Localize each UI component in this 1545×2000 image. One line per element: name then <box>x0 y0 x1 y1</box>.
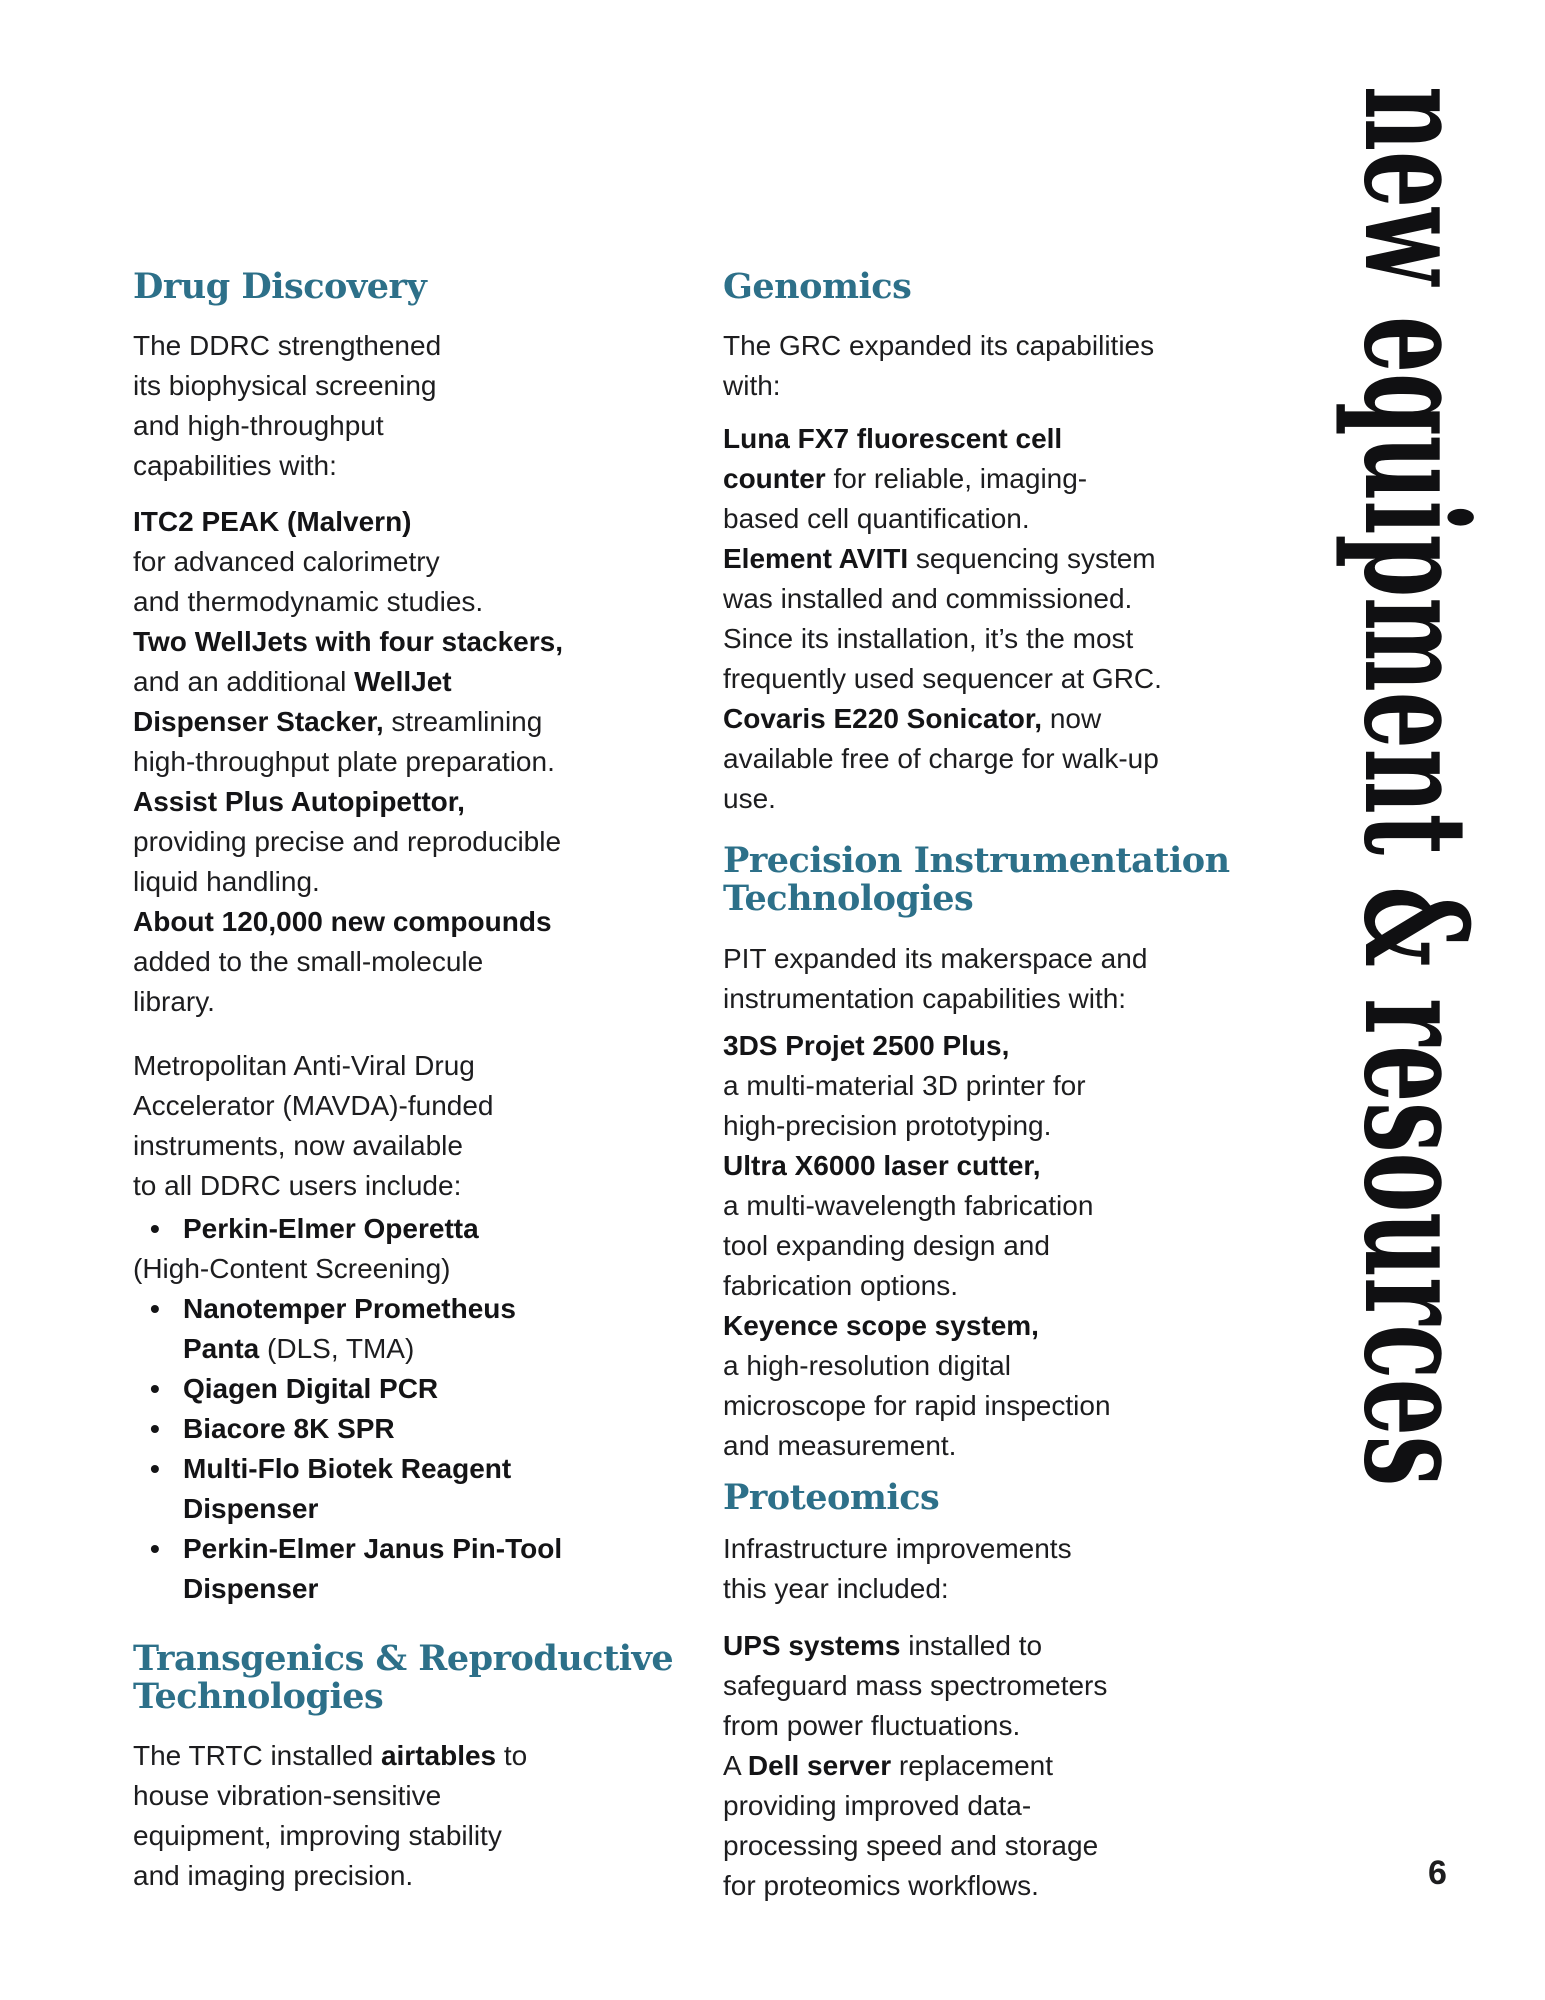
text-line <box>133 862 613 902</box>
bullet-icon: • <box>150 1293 160 1324</box>
body-text: Accelerator (MAVDA)-funded <box>133 1090 494 1121</box>
text-line <box>723 1026 1203 1066</box>
body-text: from power fluctuations. <box>723 1710 1021 1741</box>
text-line <box>723 419 1203 459</box>
text-line <box>723 1866 1203 1906</box>
section-heading-line: Technologies <box>723 878 974 919</box>
bold-text: Nanotemper Prometheus <box>183 1293 516 1324</box>
body-text: use. <box>723 783 776 814</box>
text-line <box>723 1529 1203 1569</box>
body-text: this year included: <box>723 1573 949 1604</box>
bold-text: Panta <box>183 1333 260 1364</box>
text-line <box>723 539 1203 579</box>
bold-text: Element AVITI <box>723 543 909 574</box>
text-line <box>133 1736 613 1776</box>
body-text: available free of charge for walk-up <box>723 743 1159 774</box>
bold-text: 3DS Projet 2500 Plus, <box>723 1030 1010 1061</box>
text-line <box>723 1346 1203 1386</box>
text-line <box>723 1106 1203 1146</box>
bold-text: Perkin-Elmer Operetta <box>183 1213 479 1244</box>
bold-text: Assist Plus Autopipettor, <box>133 786 465 817</box>
body-text: streamlining <box>383 706 543 737</box>
body-text: instruments, now available <box>133 1130 463 1161</box>
text-line <box>133 1816 613 1856</box>
text-line <box>133 1046 613 1086</box>
text-line <box>133 326 613 366</box>
bold-text: Dispenser Stacker, <box>133 706 384 737</box>
section-heading-line: Technologies <box>133 1676 384 1717</box>
body-text: to all DDRC users include: <box>133 1170 462 1201</box>
section-heading <box>723 1479 1203 1517</box>
text-line <box>133 1569 613 1609</box>
text-line <box>133 622 613 662</box>
body-text: processing speed and storage <box>723 1830 1099 1861</box>
body-text: A <box>723 1750 748 1781</box>
bold-text: UPS systems <box>723 1630 901 1661</box>
section-heading-line: Drug Discovery <box>133 266 427 307</box>
body-text: a multi-wavelength fabrication <box>723 1190 1094 1221</box>
bold-text: Dispenser <box>183 1493 319 1524</box>
section-heading-line: Transgenics & Reproductive <box>133 1638 674 1679</box>
text-line <box>723 1746 1203 1786</box>
text-line <box>723 1386 1203 1426</box>
text-line <box>133 942 613 982</box>
text-line <box>723 779 1203 819</box>
body-text: liquid handling. <box>133 866 320 897</box>
text-line <box>723 1666 1203 1706</box>
bold-text: WellJet <box>354 666 452 697</box>
body-text: replacement <box>891 1750 1054 1781</box>
text-line <box>723 699 1203 739</box>
body-text: a high-resolution digital <box>723 1350 1011 1381</box>
body-text: PIT expanded its makerspace and <box>723 943 1148 974</box>
body-text: for reliable, imaging- <box>825 463 1088 494</box>
text-line <box>133 1289 613 1329</box>
body-text: Metropolitan Anti-Viral Drug <box>133 1050 475 1081</box>
text-line <box>723 366 1203 406</box>
text-line <box>723 1266 1203 1306</box>
body-text: added to the small-molecule <box>133 946 484 977</box>
text-line <box>723 659 1203 699</box>
text-line <box>723 459 1203 499</box>
bullet-icon: • <box>150 1533 160 1564</box>
bold-text: Luna FX7 fluorescent cell <box>723 423 1063 454</box>
text-line <box>723 939 1203 979</box>
bold-text: counter <box>723 463 826 494</box>
section-heading-line: Genomics <box>723 266 912 307</box>
text-line <box>133 1249 613 1289</box>
body-text: providing improved data- <box>723 1790 1032 1821</box>
body-text: for proteomics workflows. <box>723 1870 1039 1901</box>
bold-text: Biacore 8K SPR <box>183 1413 395 1444</box>
body-text: instrumentation capabilities with: <box>723 983 1127 1014</box>
bold-text: Perkin-Elmer Janus Pin-Tool <box>183 1533 563 1564</box>
body-text: equipment, improving stability <box>133 1820 502 1851</box>
text-line <box>133 502 613 542</box>
text-line <box>723 1186 1203 1226</box>
body-text: tool expanding design and <box>723 1230 1050 1261</box>
text-line <box>133 406 613 446</box>
body-text: installed to <box>900 1630 1043 1661</box>
bold-text: airtables <box>380 1740 497 1771</box>
body-text: to <box>496 1740 528 1771</box>
body-text: fabrication options. <box>723 1270 959 1301</box>
body-text: high-throughput plate preparation. <box>133 746 555 777</box>
section-heading <box>723 268 1203 306</box>
bold-text: Two WellJets with four stackers, <box>133 626 563 657</box>
bold-text: Keyence scope system, <box>723 1310 1039 1341</box>
paragraph <box>133 1736 613 1896</box>
body-text: was installed and commissioned. <box>723 583 1133 614</box>
page-number: 6 <box>1428 1854 1447 1892</box>
text-line <box>133 902 613 942</box>
bold-text: Dispenser <box>183 1573 319 1604</box>
left-column <box>133 266 674 1896</box>
text-line <box>723 1146 1203 1186</box>
text-line <box>723 1626 1203 1666</box>
text-line <box>723 326 1203 366</box>
bullet-icon: • <box>150 1453 160 1484</box>
body-text: Since its installation, it’s the most <box>723 623 1134 654</box>
bullet-icon: • <box>150 1373 160 1404</box>
body-text: and imaging precision. <box>133 1860 414 1891</box>
body-text: and thermodynamic studies. <box>133 586 484 617</box>
paragraph <box>723 939 1203 1019</box>
text-line <box>133 1489 613 1529</box>
bullet-icon: • <box>150 1213 160 1244</box>
bold-text: Covaris E220 Sonicator, <box>723 703 1043 734</box>
body-text: a multi-material 3D printer for <box>723 1070 1086 1101</box>
body-text: The DDRC strengthened <box>133 330 442 361</box>
text-line <box>723 579 1203 619</box>
text-line <box>133 1449 613 1489</box>
paragraph <box>133 1046 613 1206</box>
body-text: library. <box>133 986 215 1017</box>
paragraph <box>133 1209 613 1609</box>
body-text: and high-throughput <box>133 410 384 441</box>
bold-text: Ultra X6000 laser cutter, <box>723 1150 1041 1181</box>
body-text: capabilities with: <box>133 450 337 481</box>
text-line <box>723 1706 1203 1746</box>
text-line <box>133 822 613 862</box>
body-text: high-precision prototyping. <box>723 1110 1052 1141</box>
section-heading-line: Proteomics <box>723 1477 940 1518</box>
paragraph <box>723 419 1203 819</box>
body-text: microscope for rapid inspection <box>723 1390 1111 1421</box>
text-line <box>723 1426 1203 1466</box>
paragraph <box>133 326 613 486</box>
text-line <box>133 662 613 702</box>
section-heading <box>723 840 1230 919</box>
body-text: providing precise and reproducible <box>133 826 562 857</box>
text-line <box>723 739 1203 779</box>
body-text: and measurement. <box>723 1430 957 1461</box>
text-line <box>133 1166 613 1206</box>
right-column <box>723 266 1230 1906</box>
text-line <box>723 1226 1203 1266</box>
paragraph <box>133 502 613 1022</box>
paragraph <box>723 1026 1203 1466</box>
text-line <box>133 542 613 582</box>
text-line <box>133 1086 613 1126</box>
text-line <box>133 1776 613 1816</box>
bold-text: Dell server <box>747 1750 892 1781</box>
section-heading-line: Precision Instrumentation <box>723 840 1230 881</box>
body-text: (High-Content Screening) <box>133 1253 451 1284</box>
text-line <box>133 1409 613 1449</box>
bullet-icon: • <box>150 1413 160 1444</box>
text-line <box>133 1126 613 1166</box>
section-heading <box>133 268 613 306</box>
text-line <box>133 742 613 782</box>
body-text: based cell quantification. <box>723 503 1030 534</box>
text-line <box>133 702 613 742</box>
text-line <box>133 1529 613 1569</box>
text-line <box>723 1826 1203 1866</box>
text-line <box>723 1569 1203 1609</box>
paragraph <box>723 1529 1203 1609</box>
body-text: house vibration-sensitive <box>133 1780 442 1811</box>
paragraph <box>723 1626 1203 1906</box>
text-line <box>723 1786 1203 1826</box>
text-line <box>723 619 1203 659</box>
text-line <box>133 1209 613 1249</box>
text-line <box>723 1066 1203 1106</box>
body-text: frequently used sequencer at GRC. <box>723 663 1162 694</box>
body-text: Infrastructure improvements <box>723 1533 1072 1564</box>
bold-text: About 120,000 new compounds <box>133 906 552 937</box>
vertical-page-title: new equipment & resources <box>1332 86 1498 1487</box>
text-line <box>133 982 613 1022</box>
text-line <box>133 582 613 622</box>
text-line <box>133 782 613 822</box>
body-text: with: <box>723 370 781 401</box>
text-line <box>133 1856 613 1896</box>
bold-text: ITC2 PEAK (Malvern) <box>133 506 412 537</box>
body-text: and an additional <box>133 666 355 697</box>
body-text: safeguard mass spectrometers <box>723 1670 1108 1701</box>
text-line <box>723 1306 1203 1346</box>
body-text: The GRC expanded its capabilities <box>723 330 1155 361</box>
body-text: The TRTC installed <box>133 1740 381 1771</box>
text-line <box>723 499 1203 539</box>
body-text: now <box>1042 703 1102 734</box>
section-heading <box>133 1638 674 1717</box>
text-line <box>133 1369 613 1409</box>
bold-text: Qiagen Digital PCR <box>183 1373 439 1404</box>
paragraph <box>723 326 1203 406</box>
body-text: for advanced calorimetry <box>133 546 440 577</box>
body-text: sequencing system <box>908 543 1156 574</box>
bold-text: Multi-Flo Biotek Reagent <box>183 1453 512 1484</box>
text-line <box>133 446 613 486</box>
text-line <box>723 979 1203 1019</box>
body-text: (DLS, TMA) <box>259 1333 415 1364</box>
text-line <box>133 366 613 406</box>
body-text: its biophysical screening <box>133 370 437 401</box>
text-line <box>133 1329 613 1369</box>
